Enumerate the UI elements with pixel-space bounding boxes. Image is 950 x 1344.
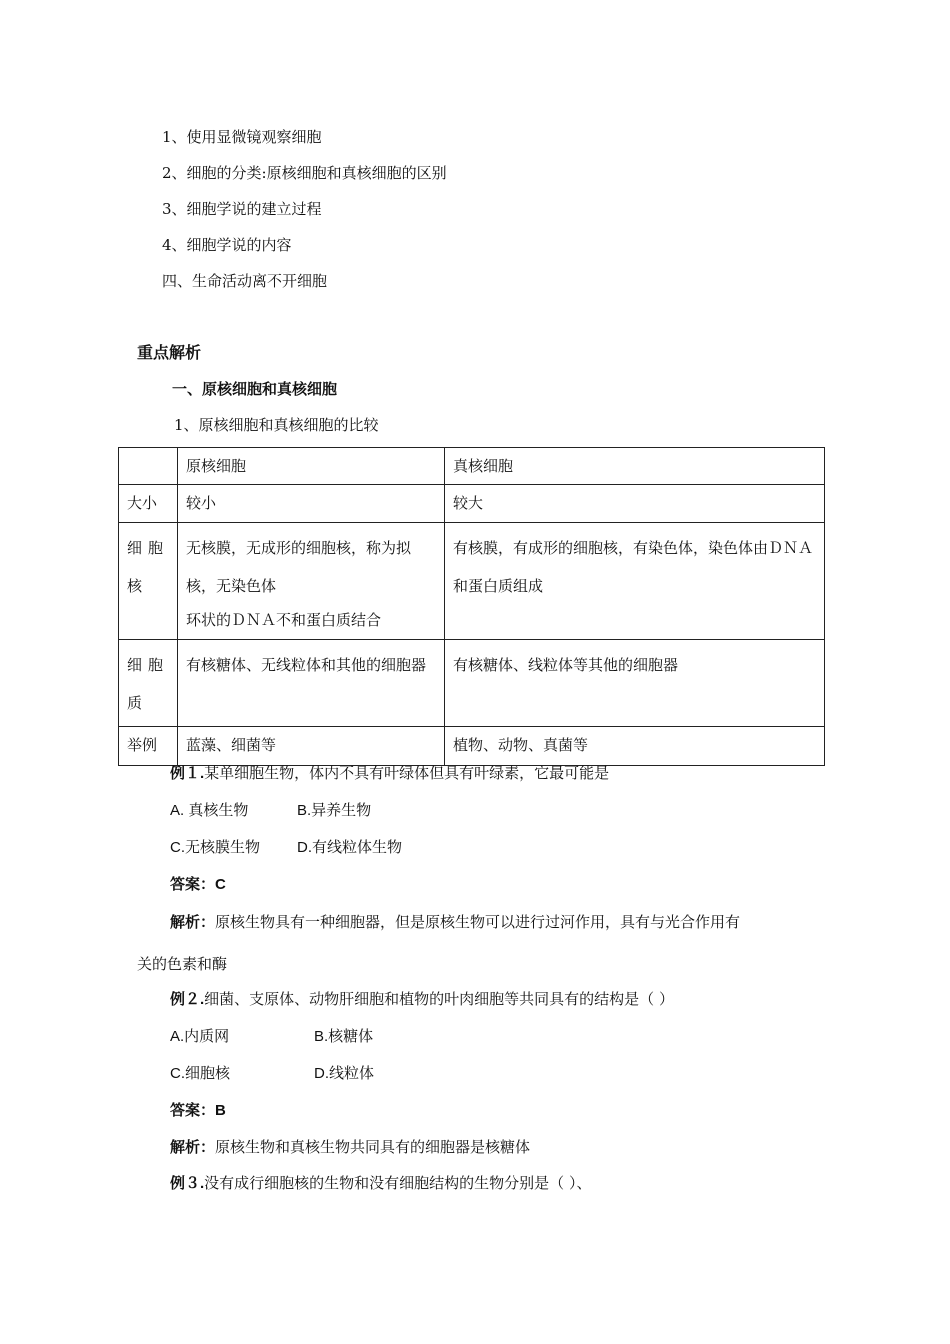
analysis-line-continued: 关的色素和酶 — [137, 955, 228, 973]
cell-text-extra: 环状的ＤＮＡ不和蛋白质结合 — [186, 611, 382, 629]
table-header-cell: 原核细胞 — [178, 448, 445, 485]
toc-item: 4、细胞学说的内容 — [162, 236, 292, 254]
section-title: 重点解析 — [137, 345, 202, 362]
table-row — [119, 485, 825, 523]
question-text: 没有成行细胞核的生物和没有细胞结构的生物分别是（ ）、 — [204, 1174, 592, 1192]
row-label: 举例 — [119, 727, 178, 766]
question-text: 某单细胞生物，体内不具有叶绿体但具有叶绿素，它最可能是 — [204, 764, 610, 782]
example-1-question — [170, 762, 609, 783]
cell-text: 无核膜，无成形的细胞核，称为拟核，无染色体 — [186, 539, 412, 595]
option-b: B.异养生物 — [297, 802, 372, 819]
table-cell: 较小 — [178, 485, 445, 523]
example-label: 例２. — [170, 991, 205, 1008]
answer — [170, 1099, 226, 1120]
table-cell: 有核膜，有成形的细胞核，有染色体，染色体由ＤＮＡ和蛋白质组成 — [445, 523, 825, 640]
row-label: 大小 — [119, 485, 178, 523]
question-text: 细菌、支原体、动物肝细胞和植物的叶肉细胞等共同具有的结构是（ ） — [204, 990, 674, 1008]
analysis-label: 解析： — [170, 914, 216, 931]
answer-value: B — [215, 1102, 226, 1119]
answer — [170, 873, 226, 894]
analysis-text: 原核生物具有一种细胞器，但是原核生物可以进行过河作用，具有与光合作用有 — [215, 913, 741, 931]
table-cell: 较大 — [445, 485, 825, 523]
toc-item: 1、使用显微镜观察细胞 — [162, 128, 322, 146]
option-a: A. 真核生物 — [170, 802, 249, 819]
comparison-table — [118, 447, 825, 766]
option-b: B.核糖体 — [314, 1028, 374, 1045]
table-row — [119, 727, 825, 766]
option-d: D.线粒体 — [314, 1065, 375, 1082]
table-cell — [178, 523, 445, 640]
option-c: C.细胞核 — [170, 1065, 231, 1082]
option-a: A.内质网 — [170, 1028, 230, 1045]
toc-item: 3、细胞学说的建立过程 — [162, 200, 322, 218]
table-cell: 有核糖体、线粒体等其他的细胞器 — [445, 640, 825, 727]
analysis-text: 原核生物和真核生物共同具有的细胞器是核糖体 — [215, 1138, 531, 1156]
analysis-line — [170, 1136, 530, 1157]
answer-label: 答案： — [170, 876, 216, 893]
option-d: D.有线粒体生物 — [297, 839, 403, 856]
table-header-cell: 真核细胞 — [445, 448, 825, 485]
table-header-cell — [119, 448, 178, 485]
toc-item: 四、生命活动离不开细胞 — [162, 272, 328, 290]
toc-item: 2、细胞的分类:原核细胞和真核细胞的区别 — [162, 164, 447, 182]
answer-value: C — [215, 876, 226, 893]
table-cell: 有核糖体、无线粒体和其他的细胞器 — [178, 640, 445, 727]
example-3-question — [170, 1172, 591, 1193]
example-label: 例３. — [170, 1175, 205, 1192]
analysis-label: 解析： — [170, 1139, 216, 1156]
row-label: 细胞核 — [119, 523, 178, 640]
answer-label: 答案： — [170, 1102, 216, 1119]
table-cell: 蓝藻、细菌等 — [178, 727, 445, 766]
subsection-title: 一、原核细胞和真核细胞 — [172, 381, 338, 398]
table-caption: 1、原核细胞和真核细胞的比较 — [174, 416, 379, 434]
analysis-line — [170, 911, 740, 932]
row-label: 细胞质 — [119, 640, 178, 727]
table-cell: 植物、动物、真菌等 — [445, 727, 825, 766]
table-row — [119, 523, 825, 640]
example-2-question — [170, 988, 674, 1009]
table-header-row — [119, 448, 825, 485]
option-c: C.无核膜生物 — [170, 839, 261, 856]
example-label: 例１. — [170, 765, 205, 782]
table-row — [119, 640, 825, 727]
